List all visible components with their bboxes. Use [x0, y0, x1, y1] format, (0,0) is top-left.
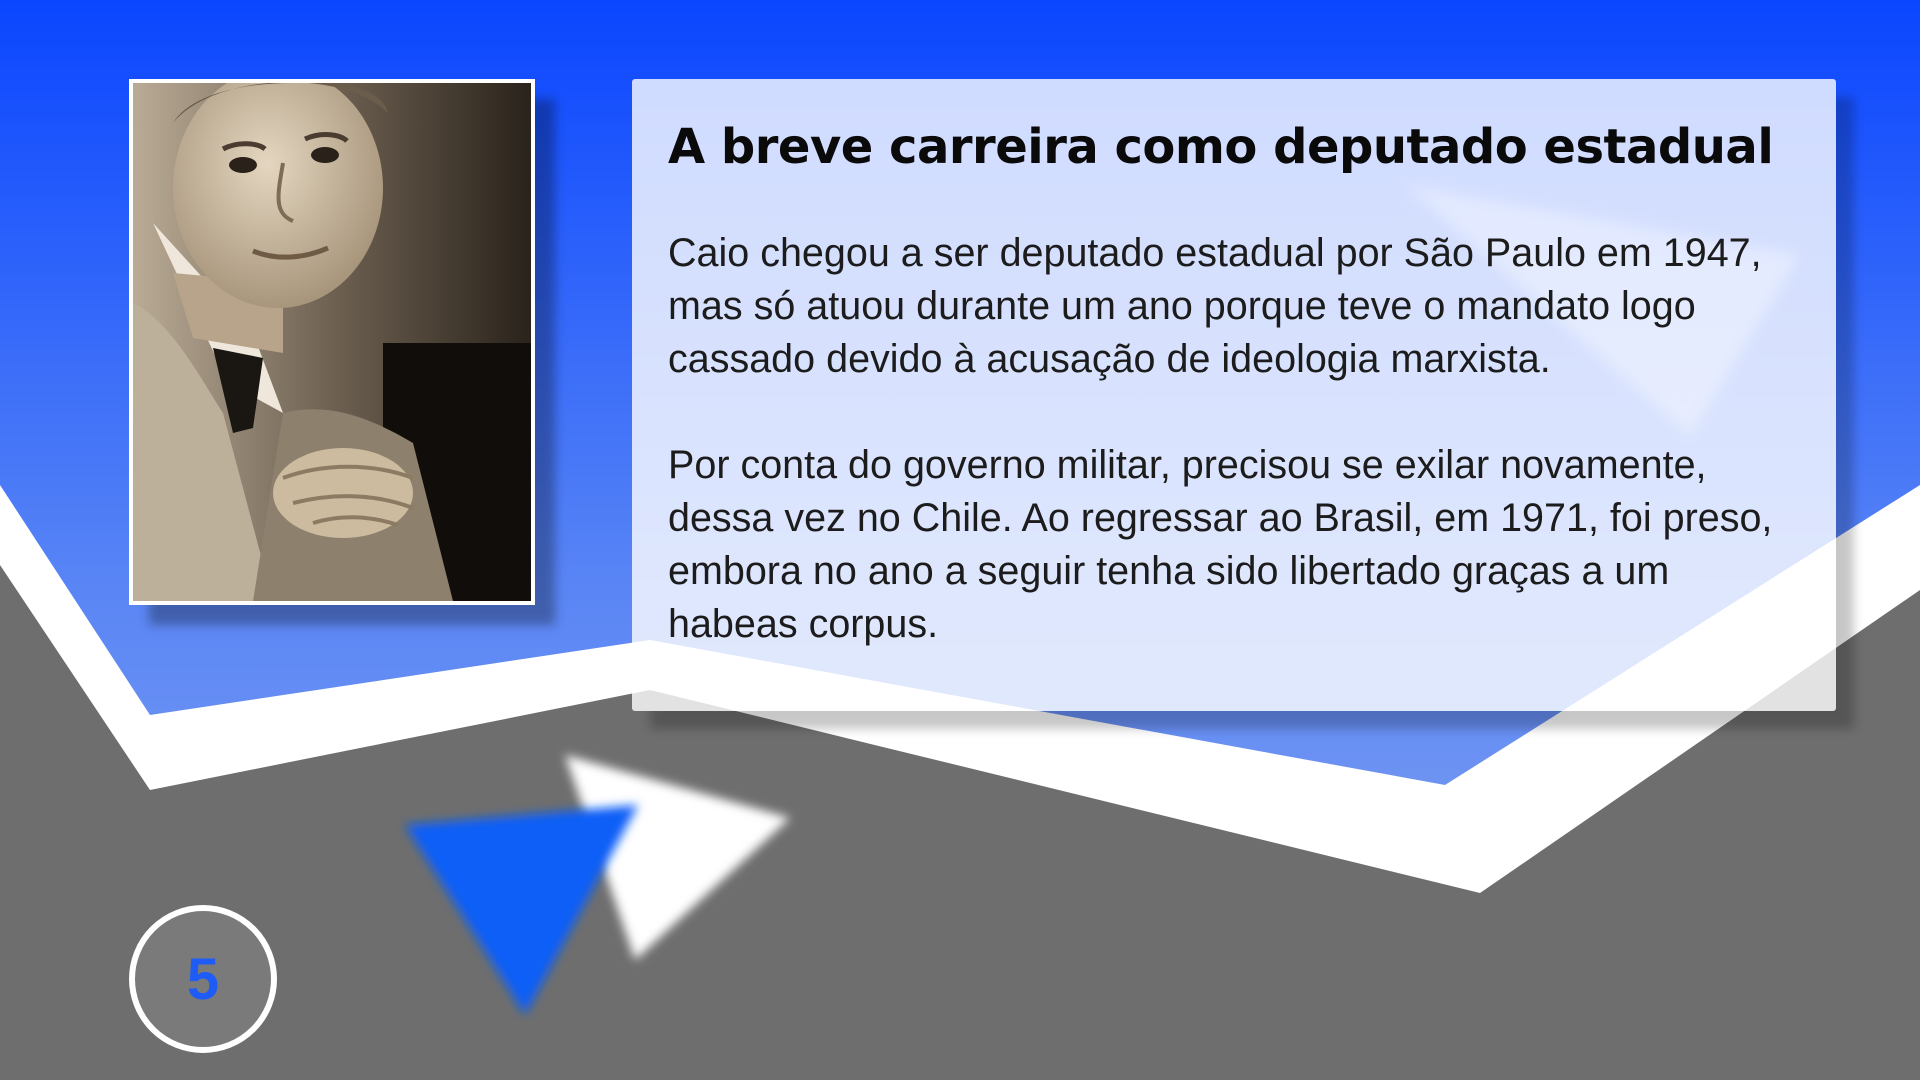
paragraph-1: Caio chegou a ser deputado estadual por São Paulo em 1947, mas só atuou durante um ano porque teve o mandato logo cassado devido à acusação de ideologia marxista. — [668, 231, 1762, 381]
paragraph-2: Por conta do governo militar, precisou se exilar novamente, dessa vez no Chile. Ao regressar ao Brasil, em 1971, foi preso, embora no ano a seguir tenha sido libertado graças a um habeas corpus. — [668, 443, 1773, 646]
portrait-photo-icon — [133, 83, 531, 601]
page-number-badge: 5 — [129, 905, 277, 1053]
slide-title: A breve carreira como deputado estadual — [668, 119, 1774, 175]
portrait-photo-frame — [129, 79, 535, 605]
text-card — [632, 79, 1836, 711]
